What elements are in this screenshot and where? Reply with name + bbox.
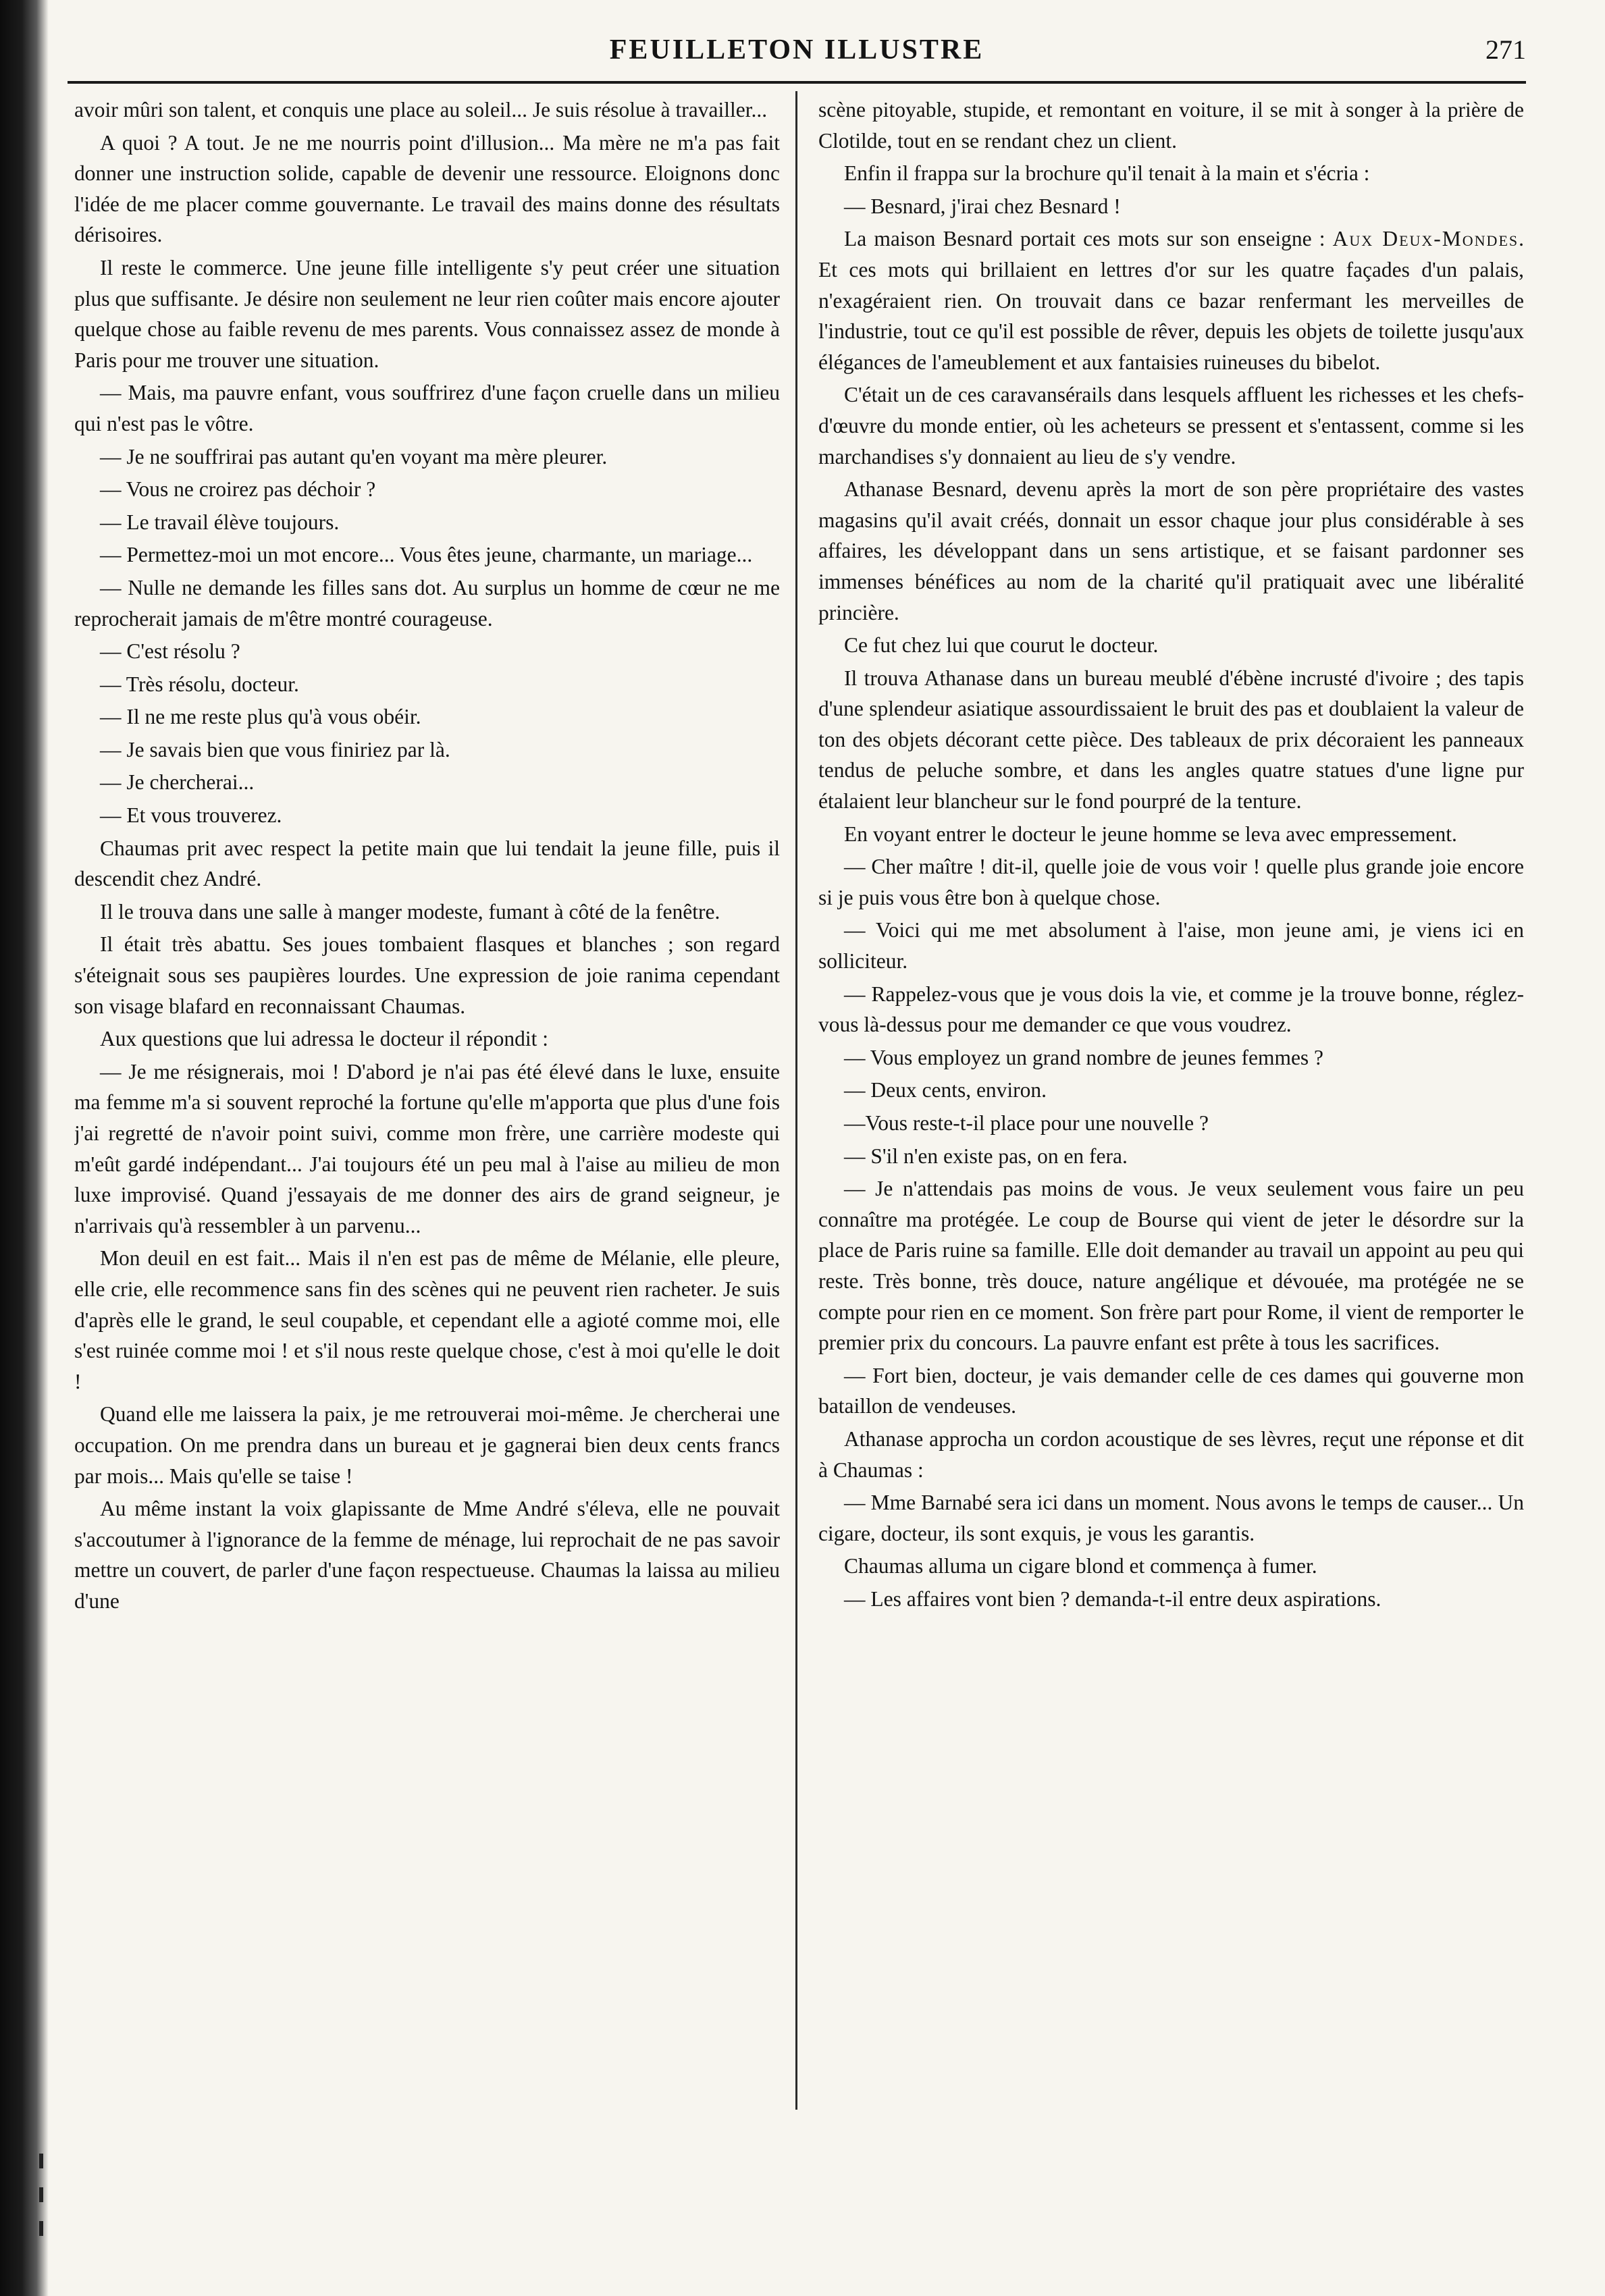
paragraph: Aux questions que lui adressa le docteur il répondit : bbox=[100, 1027, 548, 1051]
paragraph: — Je me résignerais, moi ! D'abord je n'ai pas été élevé dans le luxe, ensuite ma femme m'a si souvent reproché la fortune qu'elle m'apporta que plus d'une fois j'ai regretté de n'avoir point suivi, comme mon frère, une carrière modeste qui m'eût gardé indépendant... J'ai toujours été un peu mal à l'aise au milieu de mon luxe improvisé. Quand j'essayais de me donner des airs de grand seigneur, je n'arrivais qu'à ressembler à un parvenu... bbox=[74, 1059, 780, 1237]
paragraph: A quoi ? A tout. Je ne me nourris point d'illusion... Ma mère ne m'a pas fait donner une instruction solide, capable de devenir une ressource. Eloignons donc l'idée de me placer comme gouvernante. Le travail des mains donne des résultats dérisoires. bbox=[74, 130, 780, 247]
paragraph: scène pitoyable, stupide, et remontant en voiture, il se mit à songer à la prière de Clotilde, tout en se rendant chez un client. bbox=[818, 98, 1524, 153]
paragraph: — Nulle ne demande les filles sans dot. Au surplus un homme de cœur ne me reprocherait jamais de m'être montré courageuse. bbox=[74, 575, 780, 631]
paragraph: Athanase Besnard, devenu après la mort de son père propriétaire des vastes magasins qu'il avait créés, donnait un essor chaque jour plus considérable à ses affaires, les développant dans un sens artistique, et se faisant pardonner ses immenses bénéfices au nom de la charité qu'il pratiquait avec une libéralité princière. bbox=[818, 477, 1524, 624]
paragraph: — Rappelez-vous que je vous dois la vie, et comme je la trouve bonne, réglez-vous là-dessus pour me demander ce que vous voudrez. bbox=[818, 982, 1524, 1037]
paragraph: — Voici qui me met absolument à l'aise, mon jeune ami, je viens ici en solliciteur. bbox=[818, 918, 1524, 973]
paragraph: avoir mûri son talent, et conquis une place au soleil... Je suis résolue à travailler... bbox=[74, 98, 768, 122]
paragraph: — Le travail élève toujours. bbox=[100, 510, 340, 534]
paragraph: — Je n'attendais pas moins de vous. Je veux seulement vous faire un peu connaître ma protégée. Le coup de Bourse qui vient de jeter le désordre sur la place de Paris ruine sa famille. Elle doit demander au travail un appoint au peu qui reste. Très bonne, très douce, nature angélique et dévouée, ma protégée ne se compte pour rien en ce moment. Son frère part pour Rome, il vient de remporter le premier prix du concours. La pauvre enfant est prête à tous les sacrifices. bbox=[818, 1177, 1524, 1355]
paragraph: — Permettez-moi un mot encore... Vous êtes jeune, charmante, un mariage... bbox=[100, 543, 753, 567]
paragraph: — Mme Barnabé sera ici dans un moment. Nous avons le temps de causer... Un cigare, docteur, ils sont exquis, je vous les garantis. bbox=[818, 1491, 1524, 1545]
paragraph: Il reste le commerce. Une jeune fille intelligente s'y peut créer une situation plus que suffisante. Je désire non seulement ne leur rien coûter mais encore ajouter quelque chose au faible revenu de mes parents. Vous connaissez assez de monde à Paris pour me trouver une situation. bbox=[74, 255, 780, 372]
paragraph: — Fort bien, docteur, je vais demander celle de ces dames qui gouverne mon bataillon de vendeuses. bbox=[818, 1363, 1524, 1418]
paragraph: Quand elle me laissera la paix, je me retrouverai moi-même. Je chercherai une occupation. On me prendra dans un bureau et je gagnerai bien deux cents francs par mois... Mais qu'elle se taise ! bbox=[74, 1402, 780, 1488]
paragraph: — Les affaires vont bien ? demanda-t-il entre deux aspirations. bbox=[844, 1586, 1382, 1611]
paragraph: Au même instant la voix glapissante de Mme André s'éleva, elle ne pouvait s'accoutumer à l'ignorance de la femme de ménage, lui reprochait de ne pas savoir mettre un couvert, de parler d'une façon respectueuse. Chaumas la laissa au milieu d'une bbox=[74, 1497, 780, 1613]
paragraph: En voyant entrer le docteur le jeune homme se leva avec empressement. bbox=[844, 822, 1457, 846]
shop-sign-name: Aux Deux-Mondes bbox=[1332, 227, 1519, 251]
paragraph: Ce fut chez lui que courut le docteur. bbox=[844, 633, 1159, 658]
paragraph: — Deux cents, environ. bbox=[844, 1078, 1047, 1102]
right-text-column bbox=[818, 95, 1524, 2282]
margin-mark bbox=[39, 2221, 43, 2236]
paragraph: — Besnard, j'irai chez Besnard ! bbox=[844, 194, 1121, 218]
paragraph: Il était très abattu. Ses joues tombaient flasques et blanches ; son regard s'éteignait sous ses paupières lourdes. Une expression de joie ranima cependant son visage blafard en reconnaissant Chaumas. bbox=[74, 932, 780, 1018]
paragraph: — Très résolu, docteur. bbox=[100, 672, 299, 696]
paragraph: Athanase approcha un cordon acoustique de ses lèvres, reçut une réponse et dit à Chaumas : bbox=[818, 1426, 1524, 1482]
paragraph: C'était un de ces caravansérails dans lesquels affluent les richesses et les chefs-d'œuvre du monde entier, où les acheteurs se pressent et s'entassent, comme si les marchandises s'y donnaient au lieu de s'y vendre. bbox=[818, 383, 1524, 469]
paragraph: — Cher maître ! dit-il, quelle joie de vous voir ! quelle plus grande joie encore si je puis vous être bon à quelque chose. bbox=[818, 855, 1524, 909]
page-number: 271 bbox=[1485, 34, 1526, 65]
paragraph: Enfin il frappa sur la brochure qu'il tenait à la main et s'écria : bbox=[844, 161, 1370, 186]
paragraph: La maison Besnard portait ces mots sur son enseigne : Aux Deux-Mondes. Et ces mots qui brillaient en lettres d'or sur les quatre façades d'un palais, n'exagéraient rien. On trouvait dans ce bazar renfermant les merveilles de l'industrie, tout ce qu'il est possible de rêver, depuis les objets de toilette jusqu'aux élégances de l'ameublement et aux fantaisies ruineuses du bibelot. bbox=[818, 227, 1524, 374]
page-header bbox=[68, 28, 1526, 77]
paragraph: Chaumas alluma un cigare blond et commença à fumer. bbox=[844, 1554, 1317, 1578]
paragraph: — Et vous trouverez. bbox=[100, 803, 282, 828]
paragraph: — C'est résolu ? bbox=[100, 639, 240, 664]
paragraph: — Vous ne croirez pas déchoir ? bbox=[100, 477, 376, 502]
running-title: FEUILLETON ILLUSTRE bbox=[609, 34, 984, 65]
column-divider bbox=[795, 91, 797, 2110]
paragraph: — Mais, ma pauvre enfant, vous souffrirez d'une façon cruelle dans un milieu qui n'est pas le vôtre. bbox=[74, 381, 780, 435]
paragraph: — Il ne me reste plus qu'à vous obéir. bbox=[100, 705, 421, 729]
paragraph: — S'il n'en existe pas, on en fera. bbox=[844, 1144, 1128, 1168]
paragraph: —Vous reste-t-il place pour une nouvelle ? bbox=[844, 1111, 1209, 1135]
paragraph: — Je ne souffrirai pas autant qu'en voyant ma mère pleurer. bbox=[100, 444, 608, 469]
margin-mark bbox=[39, 2187, 43, 2202]
left-text-column bbox=[74, 95, 780, 2282]
paragraph: — Je chercherai... bbox=[100, 770, 255, 795]
header-rule bbox=[68, 81, 1526, 84]
paragraph: — Vous employez un grand nombre de jeunes femmes ? bbox=[844, 1045, 1324, 1069]
paragraph: Il le trouva dans une salle à manger modeste, fumant à côté de la fenêtre. bbox=[100, 899, 720, 924]
paragraph: Mon deuil en est fait... Mais il n'en est pas de même de Mélanie, elle pleure, elle crie, elle recommence sans fin des scènes qui ne peuvent rien racheter. Je suis d'après elle le grand, le seul coupable, et cependant elle a agioté comme moi, elle s'est ruinée comme moi ! et s'il nous reste quelque chose, c'est à moi qu'elle le doit ! bbox=[74, 1246, 780, 1393]
page-binding-edge bbox=[0, 0, 49, 2296]
margin-mark bbox=[39, 2154, 43, 2168]
paragraph: — Je savais bien que vous finiriez par là. bbox=[100, 737, 450, 762]
paragraph: Il trouva Athanase dans un bureau meublé d'ébène incrusté d'ivoire ; des tapis d'une splendeur asiatique assourdissaient le bruit des pas et doublaient la valeur de ton des objets décorant cette pièce. Des tableaux de prix décoraient les panneaux tendus de peluche sombre, et dans les angles quatre statues d'une ligne pur étalaient leur blancheur sur le fond pourpré de la tenture. bbox=[818, 666, 1524, 813]
paragraph: Chaumas prit avec respect la petite main que lui tendait la jeune fille, puis il descendit chez André. bbox=[74, 836, 780, 891]
